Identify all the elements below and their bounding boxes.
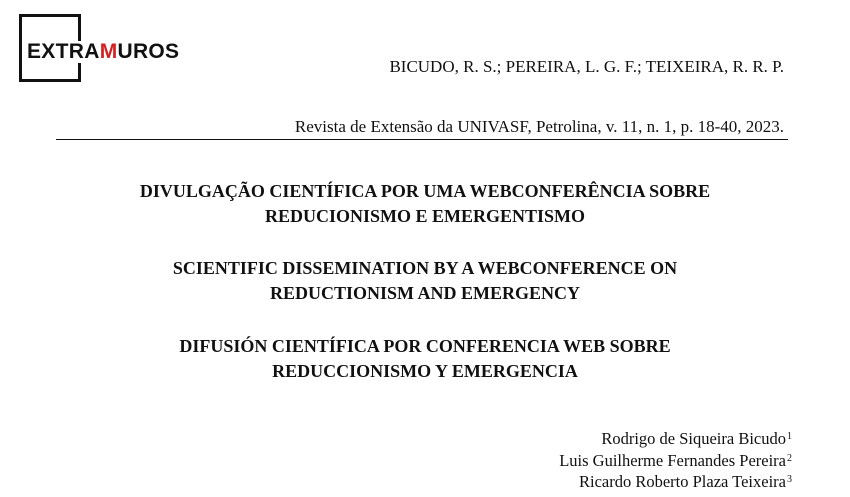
author-1 <box>559 428 792 450</box>
author-3 <box>559 471 792 493</box>
title-english-line1: SCIENTIFIC DISSEMINATION BY A WEBCONFERENCE ON <box>172 258 678 278</box>
title-portuguese-line2: REDUCIONISMO E EMERGENTISMO <box>264 206 586 226</box>
logo-text-accent: M <box>99 40 118 63</box>
logo-text-part3: UROS <box>117 40 180 63</box>
author-name: Luis Guilherme Fernandes Pereira <box>559 450 786 470</box>
title-spanish <box>20 334 830 384</box>
journal-citation: Revista de Extensão da UNIVASF, Petrolina, v. 11, n. 1, p. 18-40, 2023. <box>294 117 784 136</box>
title-portuguese-line1: DIVULGAÇÃO CIENTÍFICA POR UMA WEBCONFERÊNCIA SOBRE <box>139 181 711 201</box>
header-divider <box>56 139 788 140</box>
author-name: Ricardo Roberto Plaza Teixeira <box>578 472 786 491</box>
author-name: Rodrigo de Siqueira Bicudo <box>601 429 786 448</box>
author-footnote-ref[interactable]: 1 <box>787 431 792 442</box>
author-list <box>559 428 792 493</box>
title-portuguese <box>20 179 830 229</box>
title-spanish-line1: DIFUSIÓN CIENTÍFICA POR CONFERENCIA WEB SOBRE <box>179 336 671 356</box>
author-footnote-ref[interactable]: 2 <box>787 452 792 464</box>
title-english-line2: REDUCTIONISM AND EMERGENCY <box>269 283 581 303</box>
title-english <box>20 256 830 306</box>
author-2 <box>559 450 792 472</box>
author-footnote-ref[interactable]: 3 <box>787 474 792 485</box>
title-spanish-line2: REDUCCIONISMO Y EMERGENCIA <box>272 361 578 381</box>
journal-logo <box>27 41 181 63</box>
logo-text-part1: EXTRA <box>27 40 100 63</box>
running-header-authors: BICUDO, R. S.; PEREIRA, L. G. F.; TEIXEIRA, R. R. P. <box>389 57 784 76</box>
